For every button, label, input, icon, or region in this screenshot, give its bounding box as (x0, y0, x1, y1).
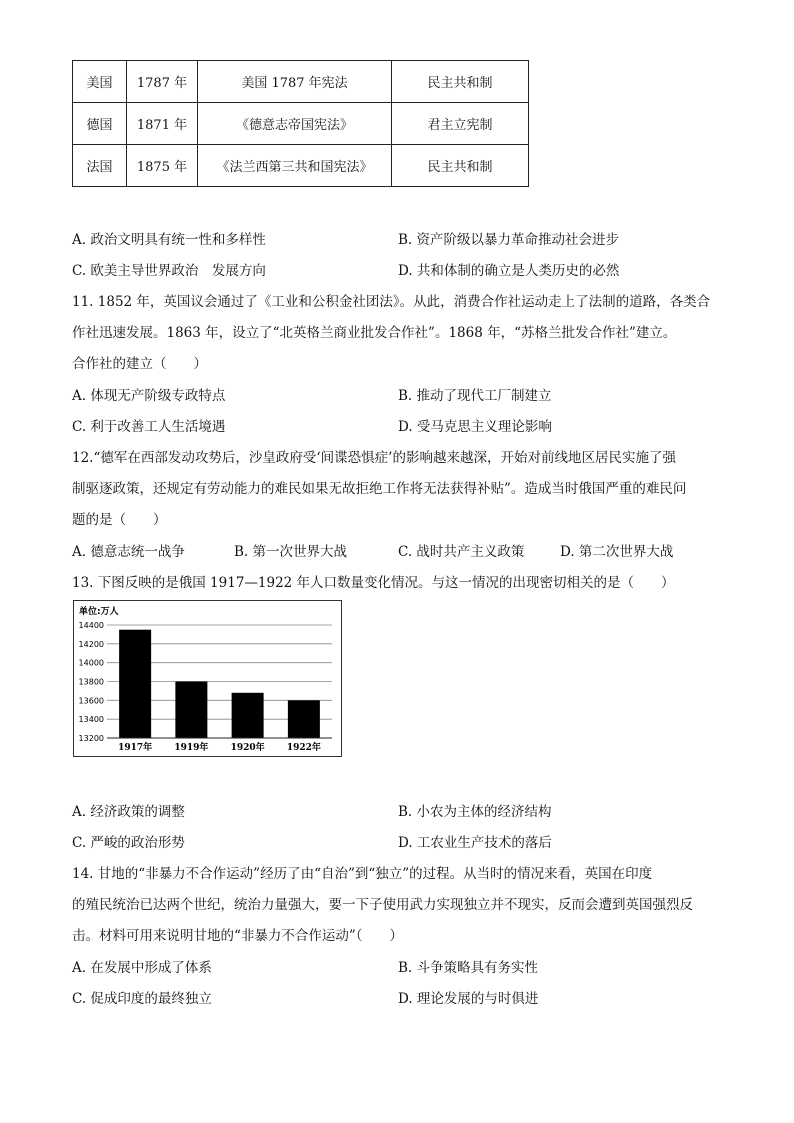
q14-option-b[interactable]: B. 斗争策略具有务实性 (398, 960, 539, 976)
q10-option-d[interactable]: D. 共和体制的确立是人类历史的必然 (398, 263, 620, 279)
table-cell: 1787 年 (127, 61, 198, 103)
chart-unit-label: 单位:万人 (79, 607, 119, 617)
q14-option-a[interactable]: A. 在发展中形成了体系 (72, 960, 212, 976)
q12-option-a[interactable]: A. 德意志统一战争 (72, 544, 185, 560)
y-tick-label: 13800 (78, 677, 104, 687)
q13-option-b[interactable]: B. 小农为主体的经济结构 (398, 804, 552, 820)
q12-stem-line: 制驱逐政策，还规定有劳动能力的难民如果无故拒绝工作将无法获得补贴”。造成当时俄国严重的难民问 (72, 481, 687, 497)
x-tick-label: 1922年 (286, 743, 321, 753)
y-tick-label: 13400 (78, 715, 104, 725)
x-tick-label: 1919年 (174, 743, 209, 753)
q12-stem-line: 12.“德军在西部发动攻势后，沙皇政府受‘间谍恐惧症’的影响越来越深，开始对前线地区居民实施了强 (72, 450, 676, 466)
q14-stem-line: 击。材料可用来说明甘地的“非暴力不合作运动”（ ） (72, 928, 404, 944)
q11-option-b[interactable]: B. 推动了现代工厂制建立 (398, 388, 552, 404)
table-row (73, 103, 529, 145)
table-cell: 美国 1787 年宪法 (198, 61, 392, 103)
q12-stem-line: 题的是（ ） (72, 512, 167, 528)
q11-stem-line: 合作社的建立（ ） (72, 356, 207, 372)
q14-stem-line: 14. 甘地的“非暴力不合作运动”经历了由“自治”到“独立”的过程。从当时的情况来看，英国在印度 (72, 866, 653, 882)
q14-stem-line: 的殖民统治已达两个世纪，统治力量强大，要一下子使用武力实现独立并不现实，反而会遭到英国强烈反 (72, 897, 693, 913)
q13-option-d[interactable]: D. 工农业生产技术的落后 (398, 835, 552, 851)
q12-option-c[interactable]: C. 战时共产主义政策 (398, 544, 525, 560)
bar-1917年 (119, 630, 151, 738)
y-tick-label: 14000 (78, 658, 104, 668)
table-row (73, 61, 529, 103)
table-cell: 1871 年 (127, 103, 198, 145)
table-cell: 《德意志帝国宪法》 (198, 103, 392, 145)
table-cell: 君主立宪制 (392, 103, 529, 145)
q11-option-c[interactable]: C. 利于改善工人生活境遇 (72, 419, 226, 435)
q13-option-a[interactable]: A. 经济政策的调整 (72, 804, 185, 820)
bar-1920年 (232, 693, 264, 738)
bar-1919年 (175, 682, 207, 739)
table-cell: 民主共和制 (392, 145, 529, 187)
x-tick-label: 1917年 (118, 743, 153, 753)
y-tick-label: 13600 (78, 696, 104, 706)
population-chart (73, 600, 342, 757)
table-cell: 民主共和制 (392, 61, 529, 103)
x-tick-label: 1920年 (230, 743, 265, 753)
q12-option-b[interactable]: B. 第一次世界大战 (234, 544, 348, 560)
q10-option-c[interactable]: C. 欧美主导世界政治 发展方向 (72, 263, 266, 279)
y-tick-label: 14400 (78, 621, 104, 630)
q13-stem-line: 13. 下图反映的是俄国 1917—1922 年人口数量变化情况。与这一情况的出现密切相关的是（ ） (72, 575, 675, 591)
y-tick-label: 13200 (78, 734, 104, 743)
table-cell: 《法兰西第三共和国宪法》 (198, 145, 392, 187)
q11-option-a[interactable]: A. 体现无产阶级专政特点 (72, 388, 226, 404)
table-cell: 法国 (73, 145, 127, 187)
population-chart-svg (74, 601, 341, 756)
q13-option-c[interactable]: C. 严峻的政治形势 (72, 835, 185, 851)
q10-option-a[interactable]: A. 政治文明具有统一性和多样性 (72, 232, 266, 248)
table-cell: 美国 (73, 61, 127, 103)
q12-option-d[interactable]: D. 第二次世界大战 (560, 544, 674, 560)
table-cell: 1875 年 (127, 145, 198, 187)
q14-option-d[interactable]: D. 理论发展的与时俱进 (398, 991, 539, 1007)
q14-option-c[interactable]: C. 促成印度的最终独立 (72, 991, 212, 1007)
q11-stem-line: 11. 1852 年，英国议会通过了《工业和公积金社团法》。从此，消费合作社运动走上了法制的道路，各类合 (72, 294, 711, 310)
q10-option-b[interactable]: B. 资产阶级以暴力革命推动社会进步 (398, 232, 620, 248)
y-tick-label: 14200 (78, 639, 104, 649)
table-cell: 德国 (73, 103, 127, 145)
table-row (73, 145, 529, 187)
q11-stem-line: 作社迅速发展。1863 年，设立了“北英格兰商业批发合作社”。1868 年，“苏格兰批发合作社”建立。 (72, 325, 677, 341)
bar-1922年 (288, 700, 320, 738)
constitution-table (72, 60, 529, 187)
q11-option-d[interactable]: D. 受马克思主义理论影响 (398, 419, 552, 435)
